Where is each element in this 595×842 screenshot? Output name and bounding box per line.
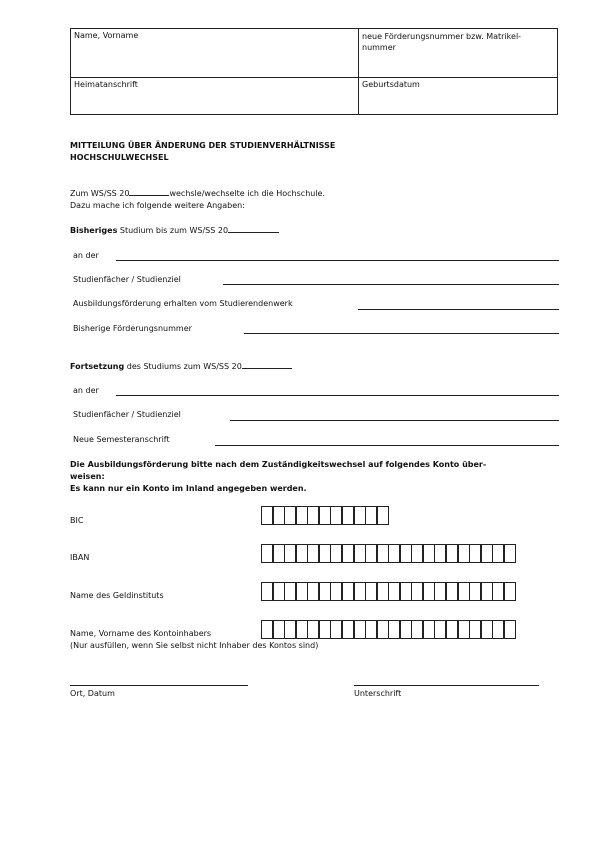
char-box[interactable] (273, 582, 285, 601)
continuation-heading (70, 362, 292, 371)
char-box[interactable] (330, 620, 342, 639)
char-box[interactable] (458, 544, 470, 563)
bank-instruction-1: Die Ausbildungsförderung bitte nach dem Zuständigkeitswechsel auf folgendes Konto über- (70, 460, 487, 469)
iban-label: IBAN (70, 553, 90, 562)
char-box[interactable] (307, 582, 319, 601)
char-box[interactable] (307, 620, 319, 639)
char-box[interactable] (330, 506, 342, 525)
previous-university-input[interactable] (116, 260, 559, 261)
header-table-vdivider (358, 28, 359, 115)
char-box[interactable] (319, 582, 331, 601)
intro-line-2: Dazu mache ich folgende weitere Angaben: (70, 201, 245, 210)
char-box[interactable] (434, 544, 446, 563)
char-box[interactable] (458, 582, 470, 601)
previous-number-label: Bisherige Förderungsnummer (73, 324, 192, 333)
char-box[interactable] (423, 582, 435, 601)
char-box[interactable] (354, 582, 366, 601)
header-table-hdivider (70, 77, 558, 78)
char-box[interactable] (330, 582, 342, 601)
intro-prefix: Zum WS/SS 20 (70, 189, 130, 198)
char-box[interactable] (261, 506, 273, 525)
char-box[interactable] (354, 544, 366, 563)
char-box[interactable] (504, 544, 516, 563)
char-box[interactable] (469, 544, 481, 563)
char-box[interactable] (342, 582, 354, 601)
new-address-label: Neue Semesteranschrift (73, 435, 170, 444)
previous-funding-input[interactable] (358, 309, 559, 310)
char-box[interactable] (411, 582, 423, 601)
char-box[interactable] (307, 506, 319, 525)
char-box[interactable] (446, 620, 458, 639)
previous-heading-rest: Studium bis zum WS/SS 20 (117, 226, 229, 235)
birthdate-field-label[interactable]: Geburtsdatum (362, 80, 420, 89)
char-box[interactable] (365, 544, 377, 563)
bic-label: BIC (70, 516, 84, 525)
char-box[interactable] (284, 506, 296, 525)
char-box[interactable] (400, 582, 412, 601)
char-box[interactable] (504, 582, 516, 601)
char-box[interactable] (307, 544, 319, 563)
previous-subjects-input[interactable] (223, 284, 559, 285)
account-holder-input[interactable] (261, 620, 516, 639)
iban-input[interactable] (261, 544, 516, 563)
char-box[interactable] (284, 544, 296, 563)
char-box[interactable] (273, 544, 285, 563)
char-box[interactable] (481, 582, 493, 601)
home-address-field-label[interactable]: Heimatanschrift (74, 80, 138, 89)
char-box[interactable] (377, 582, 389, 601)
signature-input[interactable] (354, 685, 539, 686)
previous-semester-input[interactable] (228, 232, 279, 233)
bank-name-label: Name des Geldinstituts (70, 591, 164, 600)
char-box[interactable] (377, 506, 389, 525)
char-box[interactable] (284, 582, 296, 601)
bank-instruction-2: weisen: (70, 472, 105, 481)
char-box[interactable] (342, 544, 354, 563)
intro-line-1 (70, 189, 325, 198)
char-box[interactable] (319, 544, 331, 563)
char-box[interactable] (330, 544, 342, 563)
page-title: MITTEILUNG ÜBER ÄNDERUNG DER STUDIENVERHÄLTNISSE (70, 141, 336, 150)
char-box[interactable] (446, 544, 458, 563)
place-date-label: Ort, Datum (70, 689, 115, 698)
char-box[interactable] (342, 620, 354, 639)
new-subjects-label: Studienfächer / Studienziel (73, 410, 181, 419)
char-box[interactable] (400, 620, 412, 639)
char-box[interactable] (458, 620, 470, 639)
char-box[interactable] (261, 544, 273, 563)
char-box[interactable] (296, 544, 308, 563)
char-box[interactable] (481, 620, 493, 639)
name-field-label[interactable]: Name, Vorname (74, 31, 139, 40)
char-box[interactable] (284, 620, 296, 639)
char-box[interactable] (319, 506, 331, 525)
semester-year-input[interactable] (129, 195, 169, 196)
char-box[interactable] (388, 582, 400, 601)
account-holder-note: (Nur ausfüllen, wenn Sie selbst nicht Inhaber des Kontos sind) (70, 641, 319, 650)
char-box[interactable] (481, 544, 493, 563)
char-box[interactable] (342, 506, 354, 525)
char-box[interactable] (273, 620, 285, 639)
bank-instruction-3: Es kann nur ein Konto im Inland angegeben werden. (70, 484, 307, 493)
char-box[interactable] (411, 620, 423, 639)
previous-university-label: an der (73, 251, 99, 260)
new-university-label: an der (73, 386, 99, 395)
char-box[interactable] (365, 506, 377, 525)
bic-input[interactable] (261, 506, 389, 525)
char-box[interactable] (411, 544, 423, 563)
char-box[interactable] (354, 620, 366, 639)
previous-study-heading (70, 226, 279, 235)
funding-number-field-label[interactable]: neue Förderungsnummer bzw. Matrikel- nummer (362, 32, 522, 52)
char-box[interactable] (492, 620, 504, 639)
signature-label: Unterschrift (354, 689, 402, 698)
char-box[interactable] (354, 506, 366, 525)
char-box[interactable] (261, 582, 273, 601)
previous-subjects-label: Studienfächer / Studienziel (73, 275, 181, 284)
previous-funding-label: Ausbildungsförderung erhalten vom Studierendenwerk (73, 299, 293, 308)
char-box[interactable] (423, 620, 435, 639)
new-address-input[interactable] (215, 445, 559, 446)
char-box[interactable] (296, 620, 308, 639)
char-box[interactable] (377, 544, 389, 563)
place-date-input[interactable] (70, 685, 248, 686)
char-box[interactable] (446, 582, 458, 601)
char-box[interactable] (296, 506, 308, 525)
char-box[interactable] (434, 582, 446, 601)
char-box[interactable] (377, 620, 389, 639)
char-box[interactable] (365, 620, 377, 639)
char-box[interactable] (388, 620, 400, 639)
previous-number-input[interactable] (244, 333, 559, 334)
char-box[interactable] (261, 620, 273, 639)
account-holder-label: Name, Vorname des Kontoinhabers (70, 629, 212, 638)
new-university-input[interactable] (116, 395, 559, 396)
bank-name-input[interactable] (261, 582, 516, 601)
char-box[interactable] (492, 582, 504, 601)
intro-suffix: wechsle/wechselte ich die Hochschule. (169, 189, 326, 198)
char-box[interactable] (400, 544, 412, 563)
continuation-heading-bold: Fortsetzung (70, 362, 125, 371)
char-box[interactable] (469, 582, 481, 601)
char-box[interactable] (388, 544, 400, 563)
char-box[interactable] (365, 582, 377, 601)
char-box[interactable] (492, 544, 504, 563)
continuation-heading-rest: des Studiums zum WS/SS 20 (124, 362, 242, 371)
page-subtitle: HOCHSCHULWECHSEL (70, 153, 169, 162)
char-box[interactable] (273, 506, 285, 525)
char-box[interactable] (296, 582, 308, 601)
char-box[interactable] (469, 620, 481, 639)
new-subjects-input[interactable] (230, 420, 559, 421)
char-box[interactable] (319, 620, 331, 639)
char-box[interactable] (423, 544, 435, 563)
char-box[interactable] (434, 620, 446, 639)
continuation-semester-input[interactable] (242, 368, 292, 369)
previous-heading-bold: Bisheriges (70, 226, 118, 235)
char-box[interactable] (504, 620, 516, 639)
